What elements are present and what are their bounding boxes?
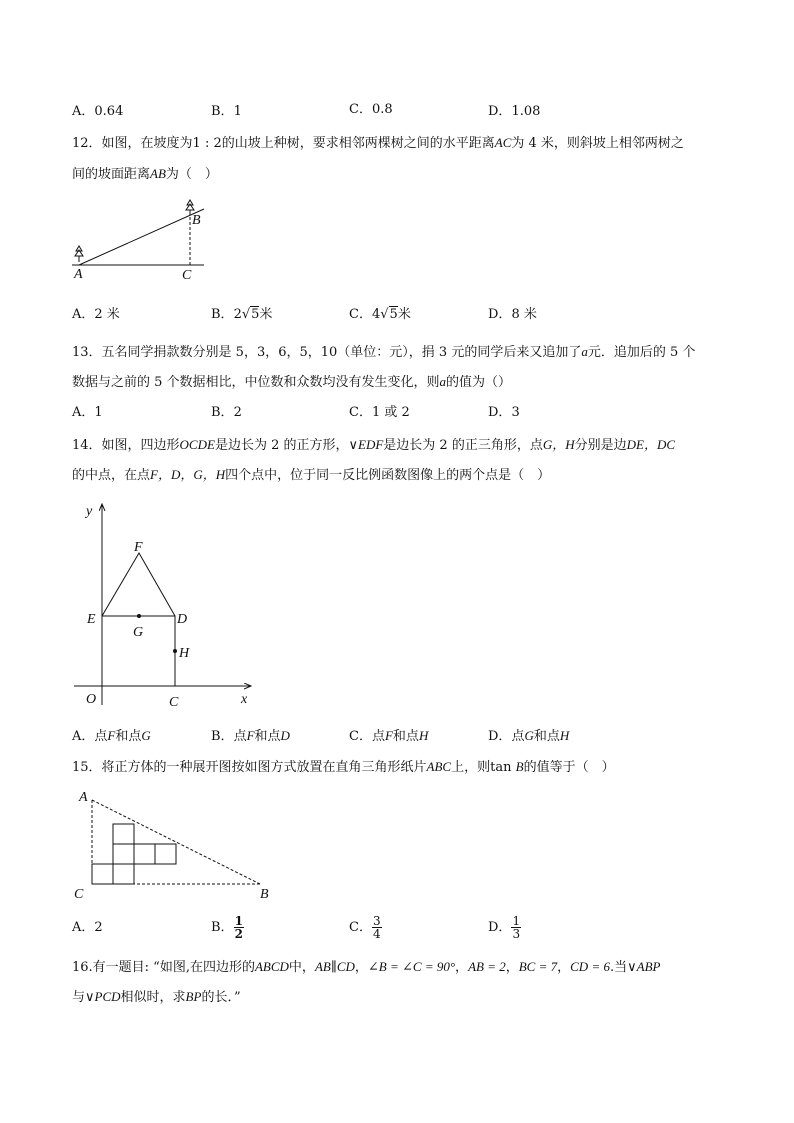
q14-option-c: C．点F和点H — [349, 728, 429, 744]
q12-label-a: A — [74, 267, 83, 282]
q15-stem: 15．将正方体的一种展开图按如图方式放置在直角三角形纸片ABC上，则tan B的值等于（ ） — [72, 759, 615, 775]
q12-slope-figure — [72, 196, 212, 284]
cube-net — [92, 824, 176, 884]
q14-option-d: D．点G和点H — [488, 728, 570, 744]
q12-option-b: B．2√5米 — [211, 307, 273, 322]
q11-option-b: B．1 — [211, 104, 242, 119]
fraction: $\frac{1}{2}$ — [234, 914, 243, 941]
label-o: O — [86, 692, 97, 707]
q11-option-a: A．0.64 — [72, 104, 124, 119]
label-c: C — [74, 887, 84, 902]
q14-option-b: B．点F和点D — [211, 728, 290, 744]
sqrt-symbol: √ — [380, 307, 389, 322]
label-g: G — [133, 625, 144, 640]
label-y: y — [86, 504, 93, 519]
q12-stem-line2: 间的坡面距离AB为（ ） — [72, 166, 218, 182]
q13-stem-line2: 数据与之前的 5 个数据相比，中位数和众数均没有发生变化，则a的值为（） — [72, 374, 512, 390]
sqrt-symbol: √ — [241, 307, 251, 322]
q12-label-b: B — [192, 213, 201, 228]
fraction: $\frac{3}{4}$ — [372, 914, 381, 941]
q12-label-c: C — [182, 268, 192, 283]
q11-option-d: D．1.08 — [488, 104, 541, 119]
q12-option-c: C．4√5米 — [349, 307, 411, 322]
q14-option-a: A．点F和点G — [72, 728, 151, 744]
q14-stem-line1: 14．如图，四边形OCDE是边长为 2 的正方形，∨EDF是边长为 2 的正三角形，点G，H分别是边DE，DC — [72, 437, 676, 453]
q14-coordinate-figure — [70, 497, 260, 712]
label-c: C — [169, 695, 179, 710]
q15-option-a: A．2 — [72, 920, 103, 935]
tree-icon — [75, 246, 83, 262]
label-e: E — [87, 612, 96, 627]
point-g — [137, 614, 141, 618]
tree-icon — [186, 200, 194, 214]
q15-option-b: B． $\frac{1}{2}$ — [211, 914, 243, 941]
fraction: $\frac{1}{3}$ — [512, 914, 521, 941]
triangle-edf — [102, 553, 175, 616]
q14-stem-line2: 的中点，在点F，D，G，H四个点中，位于同一反比例函数图像上的两个点是（ ） — [72, 467, 551, 483]
label-f: F — [134, 540, 143, 555]
q11-option-c: C．0.8 — [349, 102, 393, 117]
label-d: D — [177, 612, 188, 627]
q16-stem-line2: 与∨PCD相似时，求BP的长．” — [72, 989, 241, 1005]
q12-option-a: A．2 米 — [72, 307, 120, 322]
q13-option-d: D．3 — [488, 405, 520, 420]
q15-triangle-figure — [70, 784, 280, 902]
point-h — [173, 649, 177, 653]
label-h: H — [179, 646, 190, 661]
label-a: A — [79, 790, 88, 805]
label-b: B — [260, 887, 269, 902]
q16-stem-line1: 16.有一题目: “如图,在四边形的ABCD中，AB∥CD，∠B = ∠C = 90°，AB = 2，BC = 7，CD = 6.当∨ABP — [72, 959, 661, 975]
q12-option-d: D．8 米 — [488, 307, 537, 322]
q12-stem-line1: 12．如图，在坡度为1 : 2的山坡上种树，要求相邻两棵树之间的水平距离AC为 4 米，则斜坡上相邻两树之 — [72, 135, 684, 151]
q13-option-a: A．1 — [72, 405, 103, 420]
q13-option-c: C．1 或 2 — [349, 405, 410, 420]
q15-option-d: D． $\frac{1}{3}$ — [488, 914, 521, 941]
q13-option-b: B．2 — [211, 405, 242, 420]
q13-stem-line1: 13．五名同学捐款数分别是 5，3，6，5，10（单位：元），捐 3 元的同学后来又追加了a元．追加后的 5 个 — [72, 344, 696, 360]
side-ab — [92, 800, 260, 884]
label-x: x — [241, 692, 248, 707]
q12-slope-line — [79, 209, 204, 265]
q15-option-c: C． $\frac{3}{4}$ — [349, 914, 381, 941]
